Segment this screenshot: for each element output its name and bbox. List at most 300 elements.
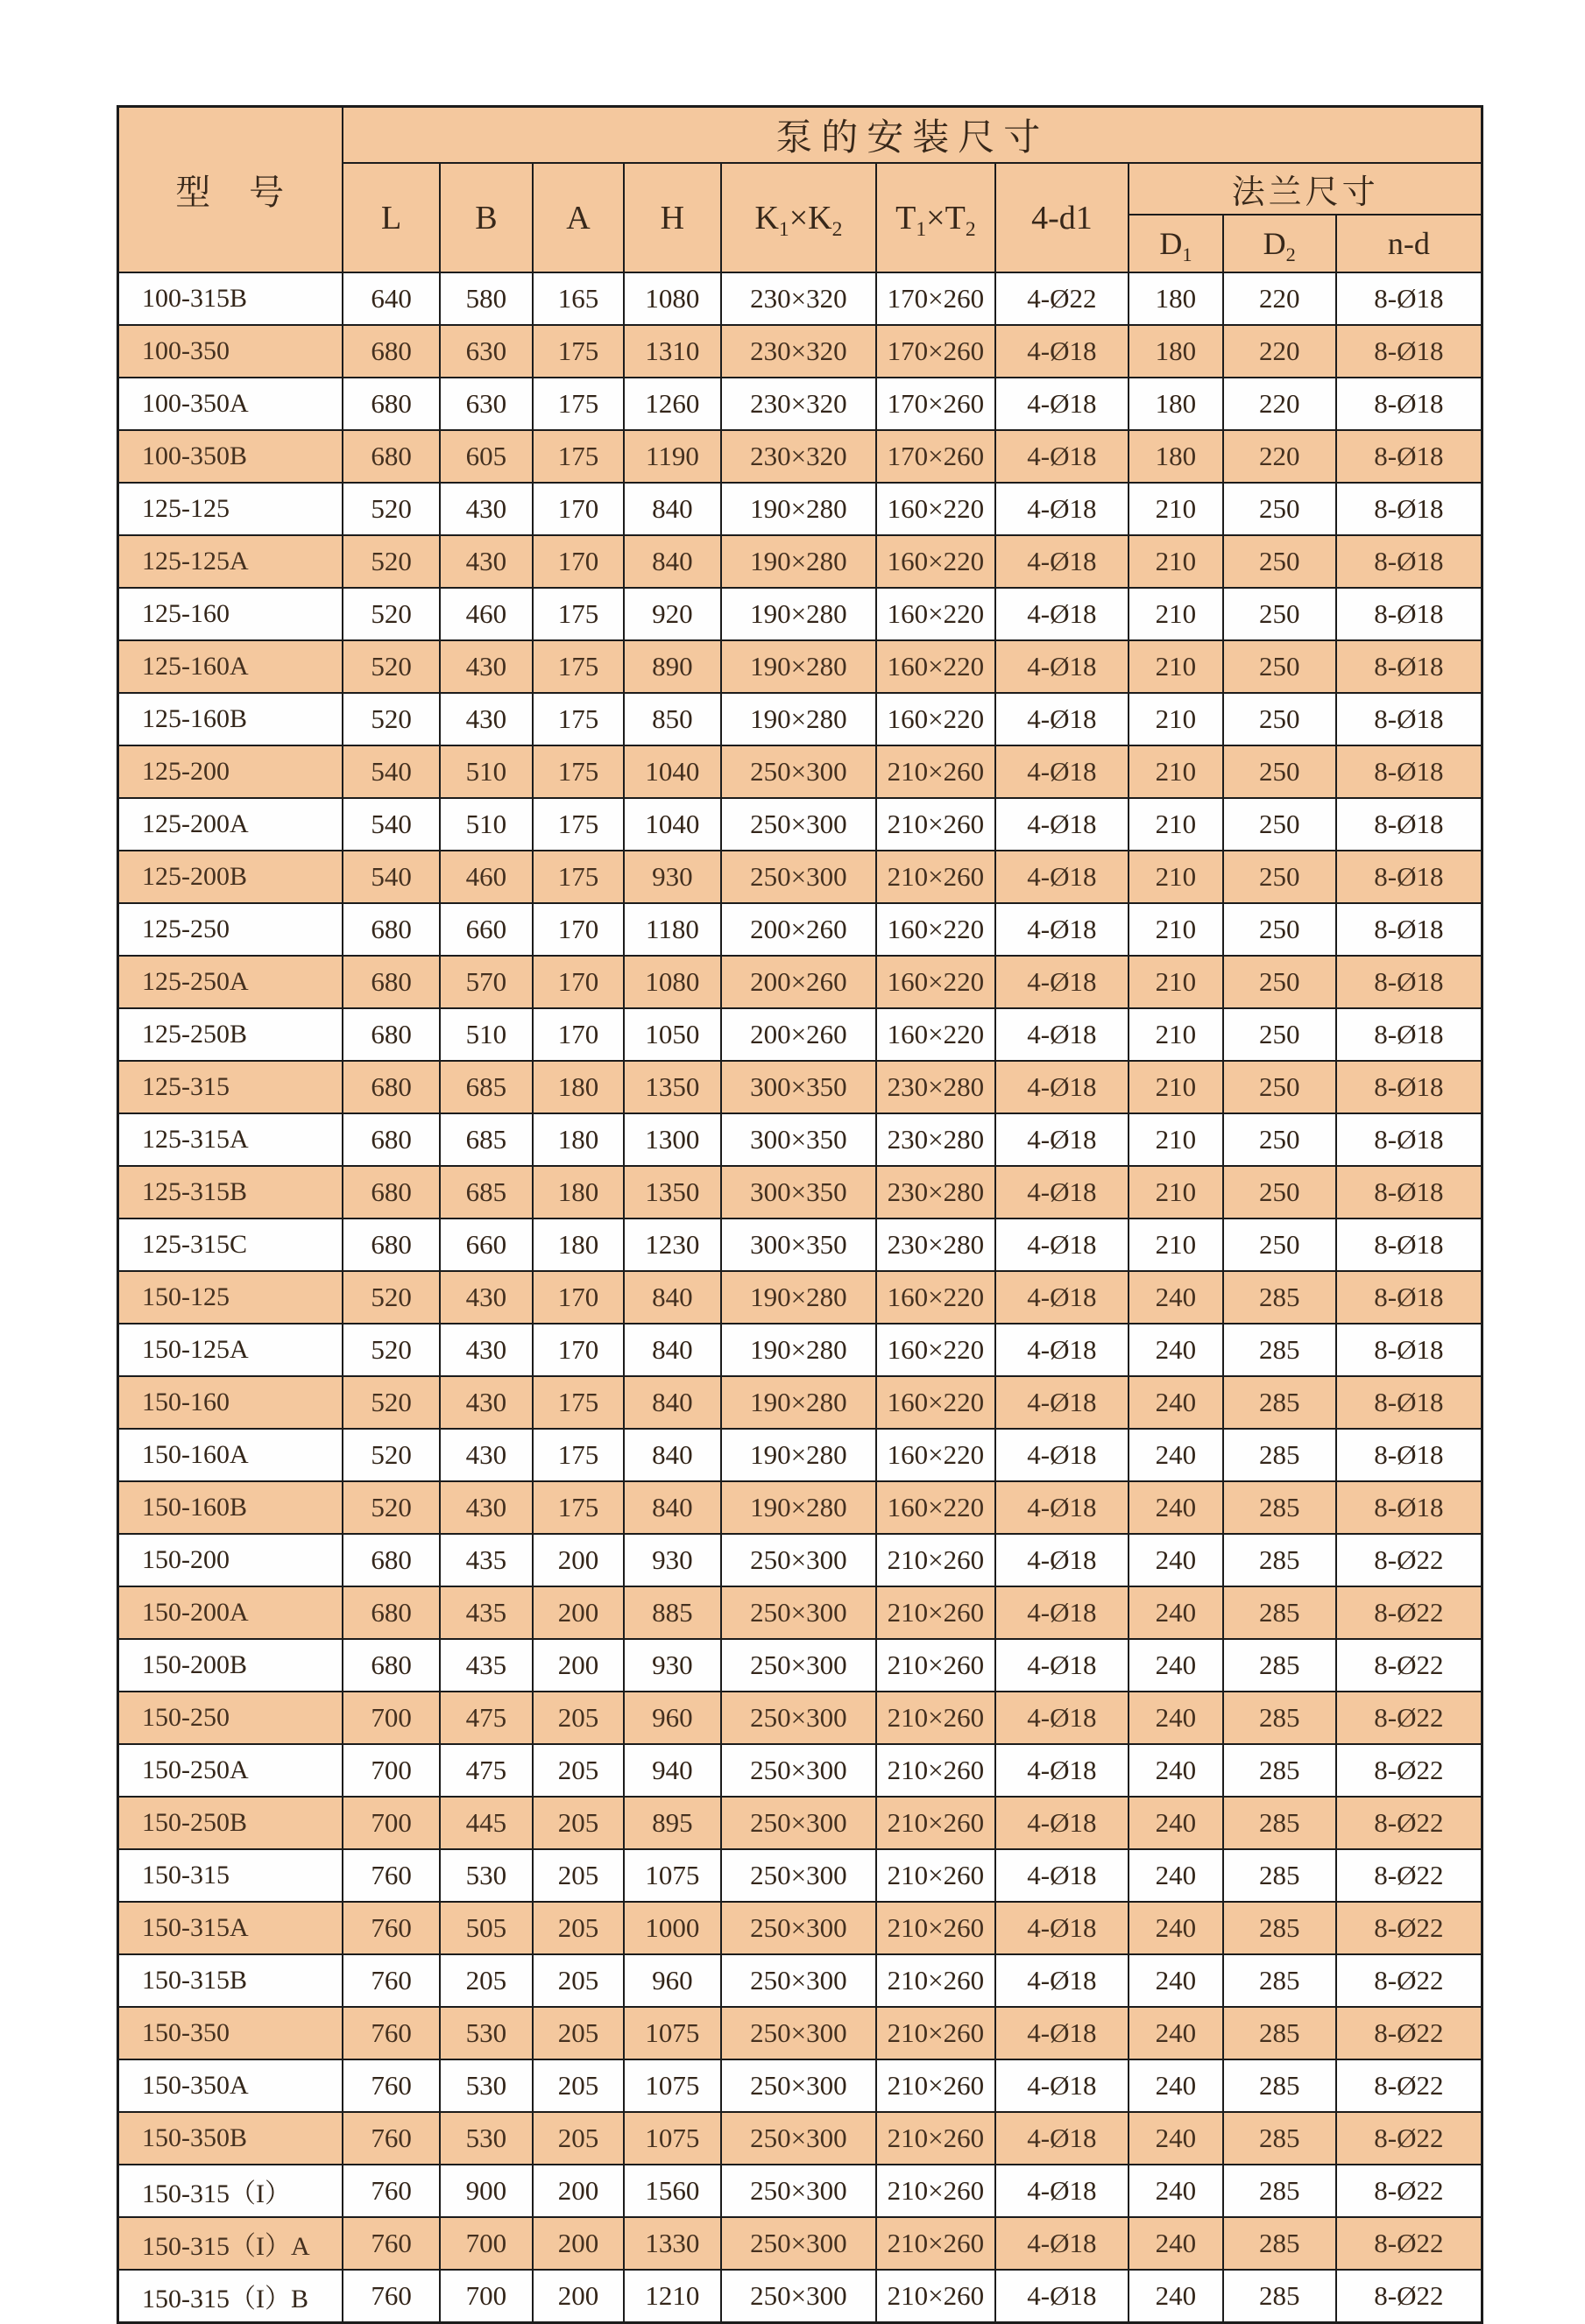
value-cell: 930 [624,1534,721,1586]
value-cell: 210×260 [876,2112,994,2165]
value-cell: 175 [533,745,624,798]
value-cell: 170×260 [876,430,994,483]
model-cell: 150-200A [118,1586,343,1639]
model-cell: 100-350A [118,378,343,430]
value-cell: 205 [533,1954,624,2007]
value-cell: 240 [1129,2112,1222,2165]
value-cell: 175 [533,640,624,693]
value-cell: 285 [1223,1902,1336,1954]
value-cell: 8-Ø18 [1336,745,1482,798]
value-cell: 250 [1223,535,1336,588]
value-cell: 180 [1129,378,1222,430]
value-cell: 435 [440,1639,533,1692]
value-cell: 1190 [624,430,721,483]
value-cell: 520 [343,640,440,693]
value-cell: 210 [1129,1008,1222,1061]
value-cell: 1350 [624,1166,721,1219]
value-cell: 920 [624,588,721,640]
value-cell: 180 [1129,272,1222,325]
value-cell: 4-Ø18 [995,640,1129,693]
table-row [118,272,1482,325]
value-cell: 175 [533,378,624,430]
value-cell: 210 [1129,1061,1222,1113]
value-cell: 240 [1129,1481,1222,1534]
value-cell: 300×350 [721,1166,876,1219]
value-cell: 240 [1129,1324,1222,1376]
value-cell: 250 [1223,956,1336,1008]
value-cell: 4-Ø18 [995,1797,1129,1849]
value-cell: 250 [1223,851,1336,903]
column-header-D1: $D_1$ [1129,215,1222,272]
value-cell: 8-Ø18 [1336,378,1482,430]
model-cell: 150-315（I）A [118,2217,343,2270]
value-cell: 430 [440,1481,533,1534]
value-cell: 4-Ø18 [995,2217,1129,2270]
value-cell: 680 [343,1008,440,1061]
value-cell: 285 [1223,1849,1336,1902]
value-cell: 180 [533,1166,624,1219]
value-cell: 8-Ø18 [1336,1376,1482,1429]
table-row [118,693,1482,745]
value-cell: 285 [1223,1954,1336,2007]
value-cell: 8-Ø22 [1336,1902,1482,1954]
model-cell: 125-160A [118,640,343,693]
value-cell: 4-Ø18 [995,535,1129,588]
value-cell: 430 [440,535,533,588]
value-cell: 160×220 [876,640,994,693]
value-cell: 285 [1223,1744,1336,1797]
value-cell: 660 [440,903,533,956]
value-cell: 300×350 [721,1219,876,1271]
value-cell: 210×260 [876,1849,994,1902]
value-cell: 510 [440,798,533,851]
value-cell: 200 [533,2270,624,2323]
value-cell: 240 [1129,1534,1222,1586]
value-cell: 250 [1223,588,1336,640]
value-cell: 1260 [624,378,721,430]
value-cell: 475 [440,1692,533,1744]
value-cell: 840 [624,1376,721,1429]
value-cell: 1000 [624,1902,721,1954]
value-cell: 285 [1223,1692,1336,1744]
value-cell: 8-Ø18 [1336,1113,1482,1166]
table-row [118,483,1482,535]
value-cell: 680 [343,1113,440,1166]
value-cell: 200 [533,2165,624,2217]
value-cell: 8-Ø18 [1336,1219,1482,1271]
value-cell: 8-Ø22 [1336,1849,1482,1902]
column-header-L: L [343,163,440,272]
value-cell: 205 [440,1954,533,2007]
model-cell: 150-125 [118,1271,343,1324]
value-cell: 160×220 [876,1429,994,1481]
value-cell: 1350 [624,1061,721,1113]
value-cell: 8-Ø22 [1336,2112,1482,2165]
value-cell: 210 [1129,745,1222,798]
value-cell: 250 [1223,745,1336,798]
value-cell: 210 [1129,798,1222,851]
model-cell: 125-160B [118,693,343,745]
value-cell: 960 [624,1692,721,1744]
value-cell: 165 [533,272,624,325]
value-cell: 685 [440,1061,533,1113]
value-cell: 170 [533,903,624,956]
model-cell: 150-350B [118,2112,343,2165]
table-header [118,107,1482,273]
value-cell: 210×260 [876,851,994,903]
value-cell: 240 [1129,2270,1222,2323]
value-cell: 170 [533,1008,624,1061]
table-row [118,1376,1482,1429]
table-row [118,378,1482,430]
value-cell: 700 [343,1744,440,1797]
value-cell: 210×260 [876,2059,994,2112]
table-row [118,1797,1482,1849]
value-cell: 240 [1129,1429,1222,1481]
value-cell: 4-Ø18 [995,1113,1129,1166]
value-cell: 250 [1223,1219,1336,1271]
value-cell: 180 [533,1061,624,1113]
value-cell: 160×220 [876,1324,994,1376]
column-header-A: A [533,163,624,272]
value-cell: 240 [1129,1586,1222,1639]
value-cell: 250×300 [721,798,876,851]
value-cell: 700 [440,2217,533,2270]
value-cell: 430 [440,1376,533,1429]
value-cell: 4-Ø18 [995,2112,1129,2165]
model-cell: 150-250B [118,1797,343,1849]
value-cell: 210×260 [876,1586,994,1639]
value-cell: 680 [343,1586,440,1639]
value-cell: 760 [343,2007,440,2059]
value-cell: 250 [1223,640,1336,693]
value-cell: 8-Ø18 [1336,483,1482,535]
value-cell: 250×300 [721,1954,876,2007]
value-cell: 240 [1129,1692,1222,1744]
value-cell: 1560 [624,2165,721,2217]
value-cell: 530 [440,1849,533,1902]
value-cell: 520 [343,693,440,745]
value-cell: 840 [624,483,721,535]
value-cell: 445 [440,1797,533,1849]
value-cell: 680 [343,1166,440,1219]
table-row [118,1324,1482,1376]
value-cell: 8-Ø22 [1336,2165,1482,2217]
value-cell: 520 [343,1271,440,1324]
value-cell: 1075 [624,1849,721,1902]
value-cell: 250×300 [721,2270,876,2323]
value-cell: 4-Ø18 [995,1586,1129,1639]
column-header-B: B [440,163,533,272]
value-cell: 170 [533,483,624,535]
value-cell: 175 [533,1481,624,1534]
value-cell: 430 [440,1324,533,1376]
value-cell: 510 [440,745,533,798]
value-cell: 8-Ø22 [1336,2007,1482,2059]
value-cell: 435 [440,1586,533,1639]
value-cell: 160×220 [876,1271,994,1324]
pump-dimensions-table [117,105,1483,2324]
model-cell: 150-160A [118,1429,343,1481]
value-cell: 1075 [624,2059,721,2112]
value-cell: 4-Ø18 [995,1271,1129,1324]
value-cell: 680 [343,1061,440,1113]
value-cell: 170 [533,535,624,588]
pump-dimensions-table-wrap [117,105,1483,2324]
value-cell: 210 [1129,1113,1222,1166]
value-cell: 4-Ø18 [995,1008,1129,1061]
value-cell: 170 [533,1324,624,1376]
value-cell: 680 [343,1219,440,1271]
table-row [118,1219,1482,1271]
header-row-title [118,107,1482,164]
model-cell: 125-200 [118,745,343,798]
table-row [118,1744,1482,1797]
value-cell: 250×300 [721,1586,876,1639]
value-cell: 510 [440,1008,533,1061]
value-cell: 8-Ø18 [1336,1061,1482,1113]
value-cell: 250 [1223,1061,1336,1113]
value-cell: 210×260 [876,1692,994,1744]
table-row [118,745,1482,798]
model-cell: 125-125A [118,535,343,588]
value-cell: 250×300 [721,1797,876,1849]
value-cell: 8-Ø18 [1336,535,1482,588]
value-cell: 250×300 [721,745,876,798]
model-cell: 150-315A [118,1902,343,1954]
value-cell: 930 [624,1639,721,1692]
value-cell: 520 [343,1376,440,1429]
model-cell: 150-125A [118,1324,343,1376]
value-cell: 180 [1129,430,1222,483]
table-row [118,1481,1482,1534]
table-row [118,1113,1482,1166]
value-cell: 200×260 [721,1008,876,1061]
value-cell: 250×300 [721,2112,876,2165]
value-cell: 685 [440,1166,533,1219]
value-cell: 1075 [624,2007,721,2059]
model-cell: 150-315 [118,1849,343,1902]
value-cell: 8-Ø22 [1336,1534,1482,1586]
model-cell: 150-315（I）B [118,2270,343,2323]
value-cell: 210×260 [876,2165,994,2217]
value-cell: 230×280 [876,1166,994,1219]
value-cell: 8-Ø18 [1336,1008,1482,1061]
value-cell: 930 [624,851,721,903]
value-cell: 190×280 [721,1271,876,1324]
value-cell: 190×280 [721,1376,876,1429]
value-cell: 205 [533,2059,624,2112]
value-cell: 250×300 [721,1744,876,1797]
value-cell: 4-Ø18 [995,430,1129,483]
value-cell: 885 [624,1586,721,1639]
flange-group-header: 法兰尺寸 [1129,163,1482,215]
value-cell: 210×260 [876,1639,994,1692]
value-cell: 200 [533,1586,624,1639]
value-cell: 8-Ø22 [1336,1954,1482,2007]
table-title: 泵的安装尺寸 [343,107,1482,164]
value-cell: 8-Ø18 [1336,1166,1482,1219]
value-cell: 4-Ø18 [995,1692,1129,1744]
value-cell: 210 [1129,588,1222,640]
value-cell: 4-Ø18 [995,2007,1129,2059]
value-cell: 220 [1223,325,1336,378]
model-cell: 125-200A [118,798,343,851]
value-cell: 8-Ø22 [1336,1797,1482,1849]
value-cell: 210 [1129,640,1222,693]
value-cell: 210×260 [876,1797,994,1849]
value-cell: 250×300 [721,2165,876,2217]
value-cell: 210×260 [876,2007,994,2059]
value-cell: 210 [1129,903,1222,956]
value-cell: 200×260 [721,956,876,1008]
value-cell: 960 [624,1954,721,2007]
table-row [118,1902,1482,1954]
table-row [118,1849,1482,1902]
value-cell: 760 [343,2165,440,2217]
table-row [118,640,1482,693]
value-cell: 175 [533,798,624,851]
value-cell: 210×260 [876,745,994,798]
value-cell: 520 [343,1429,440,1481]
value-cell: 580 [440,272,533,325]
value-cell: 530 [440,2112,533,2165]
table-row [118,1166,1482,1219]
value-cell: 250 [1223,1166,1336,1219]
value-cell: 190×280 [721,1481,876,1534]
value-cell: 220 [1223,272,1336,325]
value-cell: 240 [1129,1271,1222,1324]
value-cell: 8-Ø22 [1336,1744,1482,1797]
value-cell: 640 [343,272,440,325]
value-cell: 760 [343,2059,440,2112]
value-cell: 570 [440,956,533,1008]
value-cell: 175 [533,1376,624,1429]
value-cell: 205 [533,1692,624,1744]
value-cell: 430 [440,1271,533,1324]
table-row [118,325,1482,378]
value-cell: 240 [1129,2059,1222,2112]
value-cell: 520 [343,535,440,588]
value-cell: 300×350 [721,1061,876,1113]
value-cell: 900 [440,2165,533,2217]
value-cell: 460 [440,851,533,903]
table-row [118,2007,1482,2059]
value-cell: 230×280 [876,1113,994,1166]
value-cell: 680 [343,1639,440,1692]
column-header-H: H [624,163,721,272]
value-cell: 250×300 [721,2007,876,2059]
value-cell: 8-Ø22 [1336,1639,1482,1692]
value-cell: 230×320 [721,378,876,430]
column-header-K1K2: $K_1\times K_2$ [721,163,876,272]
model-cell: 125-250A [118,956,343,1008]
value-cell: 240 [1129,1797,1222,1849]
value-cell: 660 [440,1219,533,1271]
value-cell: 175 [533,588,624,640]
model-cell: 150-350A [118,2059,343,2112]
value-cell: 160×220 [876,588,994,640]
value-cell: 605 [440,430,533,483]
value-cell: 4-Ø18 [995,325,1129,378]
model-cell: 125-250B [118,1008,343,1061]
value-cell: 170×260 [876,272,994,325]
value-cell: 170×260 [876,325,994,378]
value-cell: 240 [1129,2007,1222,2059]
value-cell: 4-Ø18 [995,1166,1129,1219]
table-row [118,1429,1482,1481]
value-cell: 760 [343,1902,440,1954]
column-header-D2: $D_2$ [1223,215,1336,272]
value-cell: 8-Ø22 [1336,1586,1482,1639]
value-cell: 190×280 [721,1429,876,1481]
model-column-header: 型 号 [118,107,343,273]
value-cell: 160×220 [876,693,994,745]
value-cell: 250×300 [721,1639,876,1692]
value-cell: 530 [440,2007,533,2059]
value-cell: 680 [343,325,440,378]
value-cell: 210×260 [876,2270,994,2323]
value-cell: 530 [440,2059,533,2112]
value-cell: 1050 [624,1008,721,1061]
value-cell: 285 [1223,2059,1336,2112]
value-cell: 8-Ø18 [1336,272,1482,325]
value-cell: 520 [343,483,440,535]
value-cell: 8-Ø18 [1336,325,1482,378]
value-cell: 8-Ø18 [1336,798,1482,851]
value-cell: 250×300 [721,1534,876,1586]
value-cell: 285 [1223,1534,1336,1586]
model-cell: 150-200B [118,1639,343,1692]
value-cell: 840 [624,535,721,588]
value-cell: 190×280 [721,483,876,535]
table-row [118,851,1482,903]
value-cell: 430 [440,483,533,535]
table-row [118,1586,1482,1639]
table-row [118,2217,1482,2270]
value-cell: 160×220 [876,1376,994,1429]
value-cell: 680 [343,378,440,430]
value-cell: 205 [533,2007,624,2059]
value-cell: 680 [343,430,440,483]
value-cell: 4-Ø18 [995,1324,1129,1376]
value-cell: 4-Ø18 [995,1219,1129,1271]
value-cell: 175 [533,430,624,483]
value-cell: 210×260 [876,798,994,851]
model-cell: 125-315A [118,1113,343,1166]
model-cell: 125-160 [118,588,343,640]
value-cell: 540 [343,745,440,798]
model-cell: 125-315C [118,1219,343,1271]
value-cell: 240 [1129,1954,1222,2007]
value-cell: 840 [624,1271,721,1324]
value-cell: 285 [1223,1797,1336,1849]
value-cell: 430 [440,640,533,693]
value-cell: 4-Ø18 [995,1429,1129,1481]
value-cell: 8-Ø18 [1336,1324,1482,1376]
table-row [118,535,1482,588]
value-cell: 240 [1129,1376,1222,1429]
value-cell: 8-Ø18 [1336,1271,1482,1324]
value-cell: 1040 [624,798,721,851]
value-cell: 205 [533,1797,624,1849]
value-cell: 1230 [624,1219,721,1271]
value-cell: 700 [343,1692,440,1744]
value-cell: 4-Ø18 [995,693,1129,745]
value-cell: 240 [1129,1744,1222,1797]
value-cell: 1310 [624,325,721,378]
model-cell: 100-350 [118,325,343,378]
